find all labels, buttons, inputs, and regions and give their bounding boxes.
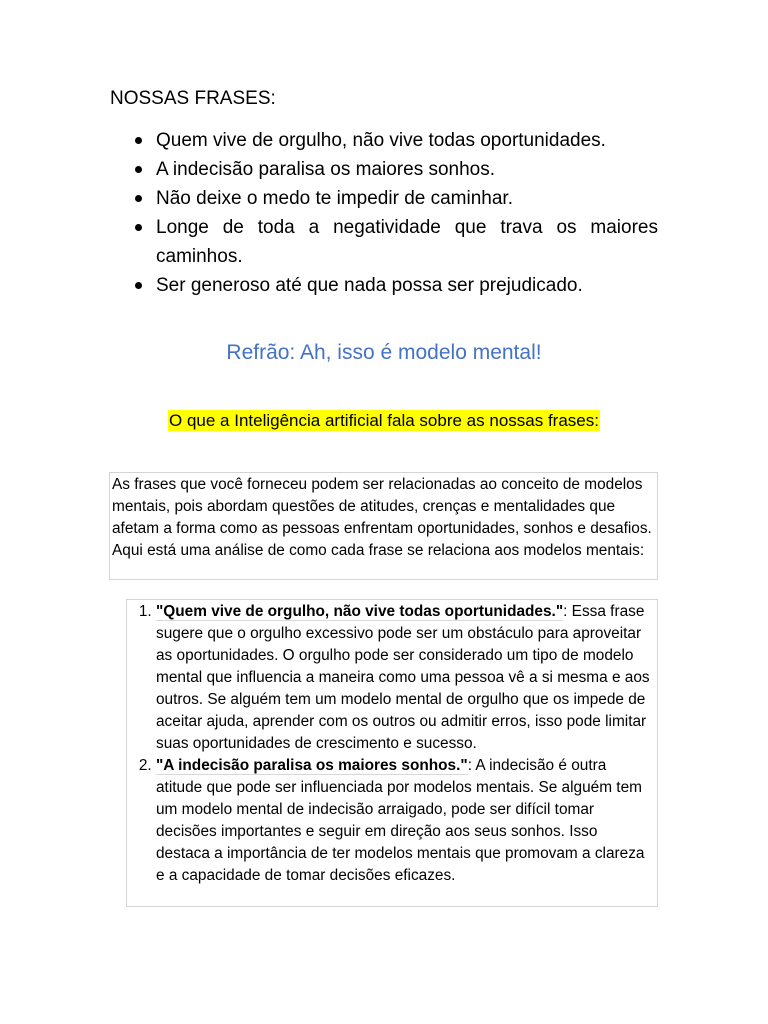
analysis-quote: "A indecisão paralisa os maiores sonhos." — [156, 757, 468, 774]
list-item: Não deixe o medo te impedir de caminhar. — [156, 184, 658, 213]
ai-heading: O que a Inteligência artificial fala sobre as nossas frases: — [169, 411, 599, 430]
list-item: Ser generoso até que nada possa ser prejudicado. — [156, 271, 658, 300]
list-item: Quem vive de orgulho, não vive todas oportunidades. — [156, 126, 658, 155]
analysis-item — [156, 755, 655, 887]
ai-heading-container — [0, 409, 768, 433]
analysis-text: : A indecisão é outra atitude que pode ser influenciada por modelos mentais. Se alguém tem um modelo mental de indecisão arraigado, pode ser difícil tomar decisões importantes e seguir em direção aos seus sonhos. Isso destaca a importância de ter modelos mentais que promovam a clareza e a capacidade de tomar decisões eficazes. — [156, 757, 645, 884]
chorus-line: Refrão: Ah, isso é modelo mental! — [226, 341, 542, 364]
analysis-quote: "Quem vive de orgulho, não vive todas oportunidades." — [156, 603, 564, 620]
phrases-list — [156, 126, 658, 300]
analysis-item — [156, 601, 655, 755]
intro-paragraph: As frases que você forneceu podem ser relacionadas ao conceito de modelos mentais, pois abordam questões de atitudes, crenças e mentalidades que afetam a forma como as pessoas enfrentam oportunidades, sonhos e desafios. Aqui está uma análise de como cada frase se relaciona aos modelos mentais: — [112, 476, 652, 559]
section-heading: NOSSAS FRASES: — [110, 88, 276, 109]
intro-paragraph-box — [109, 472, 658, 580]
list-item: A indecisão paralisa os maiores sonhos. — [156, 155, 658, 184]
analysis-text: : Essa frase sugere que o orgulho excessivo pode ser um obstáculo para aproveitar as oportunidades. O orgulho pode ser considerado um tipo de modelo mental que influencia a maneira como uma pessoa vê a si mesma e aos outros. Se alguém tem um modelo mental de orgulho que os impede de aceitar ajuda, aprender com os outros ou admitir erros, isso pode limitar suas oportunidades de crescimento e sucesso. — [156, 603, 650, 752]
analysis-list — [127, 601, 655, 887]
list-item: Longe de toda a negatividade que trava os maiores caminhos. — [156, 213, 658, 271]
analysis-box — [126, 599, 658, 907]
